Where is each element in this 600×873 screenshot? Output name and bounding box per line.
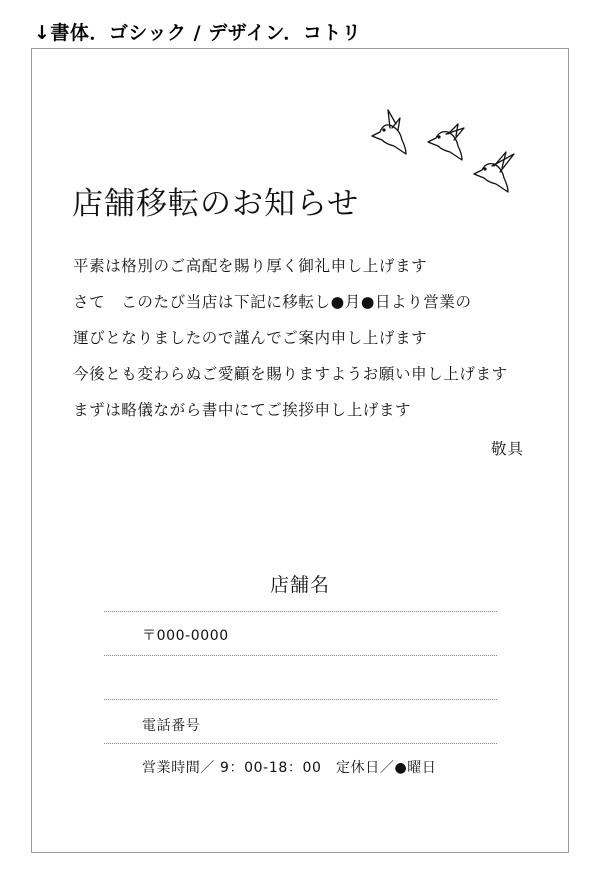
closing-word: 敬具: [491, 440, 525, 458]
notice-title: 店舗移転のお知らせ: [72, 186, 360, 222]
body-line: まずは略儀ながら書中にてご挨拶申し上げます: [73, 401, 412, 419]
body-line: 平素は格別のご高配を賜り厚く御礼申し上げます: [73, 257, 428, 275]
body-line: 運びとなりましたので謹んでご案内申し上げます: [73, 329, 428, 347]
divider: [104, 743, 497, 744]
divider: [104, 611, 497, 612]
shop-name: 店舗名: [269, 574, 330, 596]
business-hours: 営業時間／ 9：00-18：00 定休日／●曜日: [142, 760, 437, 776]
divider: [104, 655, 497, 656]
divider: [104, 699, 497, 700]
design-caption: ↓書体．ゴシック / デザイン．コトリ: [34, 22, 362, 44]
phone-number: 電話番号: [142, 718, 201, 734]
postal-code: 〒000-0000: [142, 628, 229, 644]
notice-body: [73, 254, 553, 434]
body-line: さて このたび当店は下記に移転し●月●日より営業の: [73, 293, 472, 311]
body-line: 今後とも変わらぬご愛顧を賜りますようお願い申し上げます: [73, 365, 508, 383]
birds-icon: [366, 104, 522, 204]
